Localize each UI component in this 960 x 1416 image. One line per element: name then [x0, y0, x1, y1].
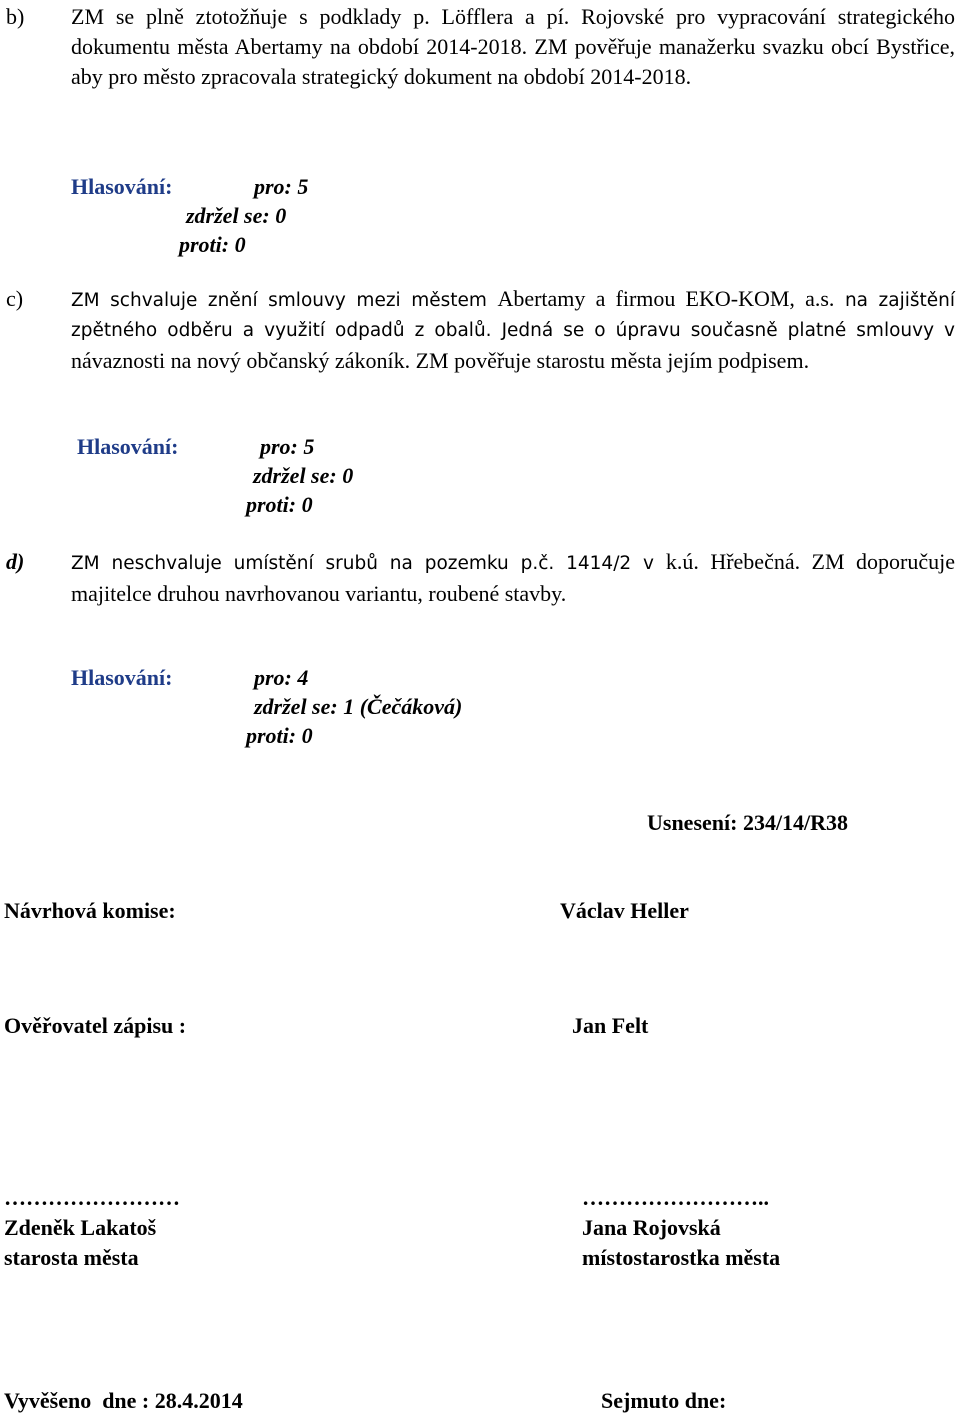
- vote-label: Hlasování:: [77, 434, 179, 459]
- signatory-role-right: místostarostka města: [582, 1245, 781, 1270]
- vote-c-pro: [260, 432, 314, 462]
- vote-label: Hlasování:: [71, 174, 173, 199]
- item-b-marker: b): [6, 4, 25, 29]
- signatory-name-right: Jana Rojovská: [582, 1215, 721, 1240]
- item-d-text-part: doporučuje majitelce druhou navrhovanou variantu, roubené stavby.: [71, 549, 955, 606]
- verifier-name: Jan Felt: [572, 1013, 649, 1038]
- vote-zdrzel: zdržel se: 1 (Čečáková): [254, 694, 463, 719]
- vote-b-label: [71, 172, 172, 202]
- removed-date: Sejmuto dne:: [601, 1388, 727, 1413]
- item-d-marker: d): [6, 549, 25, 574]
- resolution-number: Usnesení: 234/14/R38: [647, 810, 849, 835]
- vote-pro: pro: 5: [254, 174, 309, 199]
- vote-proti: proti: 0: [246, 723, 313, 748]
- vote-pro: pro: 4: [254, 665, 309, 690]
- vote-b-zdrzel: [186, 201, 286, 231]
- item-c-text-part: návaznosti na nový občanský zákoník. ZM pověřuje starostu města jejím podpisem.: [71, 348, 810, 373]
- vote-d-label: [71, 663, 172, 693]
- commission-name: Václav Heller: [560, 898, 689, 923]
- item-c-text-part: Abertamy a firmou EKO-KOM, a.s.: [497, 286, 835, 311]
- signatory-name-left: Zdeněk Lakatoš: [4, 1215, 157, 1240]
- vote-c-zdrzel: [253, 461, 353, 491]
- vote-label: Hlasování:: [71, 665, 173, 690]
- posted-date: Vyvěšeno dne : 28.4.2014: [4, 1388, 243, 1413]
- signatory-role-left: starosta města: [4, 1245, 139, 1270]
- item-d-text: [71, 547, 955, 611]
- vote-proti: proti: 0: [246, 492, 313, 517]
- item-b-text: ZM se plně ztotožňuje s podklady p. Löfflera a pí. Rojovské pro vypracování strategického dokumentu města Abertamy na období 2014-2018. ZM pověřuje manažerku svazku obcí Bystřice, aby pro město zpracovala strategický dokument na období 2014-2018.: [71, 4, 955, 89]
- vote-pro: pro: 5: [260, 434, 315, 459]
- vote-proti: proti: 0: [179, 232, 246, 257]
- vote-b-pro: [254, 172, 308, 202]
- commission-label: Návrhová komise:: [4, 898, 176, 923]
- item-d-text-part: k.ú. Hřebečná. ZM: [665, 549, 845, 574]
- item-c-text: [71, 284, 955, 378]
- item-c-marker: c): [6, 286, 24, 311]
- vote-zdrzel: zdržel se: 0: [186, 203, 287, 228]
- vote-d-zdrzel: [254, 692, 462, 722]
- signature-line-left: ……………………: [4, 1185, 180, 1210]
- vote-b-proti: [179, 230, 246, 260]
- item-c-text-part: na zajištění zpětného odběru a využití odpadů z obalů. Jedná se o úpravu současně platné smlouvy v: [71, 290, 956, 341]
- item-d-text-part: ZM neschvaluje umístění srubů na pozemku p.č. 1414/2 v: [71, 553, 654, 574]
- item-c-text-part: ZM schvaluje znění smlouvy mezi městem: [71, 290, 498, 311]
- vote-c-label: [77, 432, 178, 462]
- vote-zdrzel: zdržel se: 0: [253, 463, 354, 488]
- vote-d-proti: [246, 721, 313, 751]
- signature-line-right: ……………………..: [582, 1185, 769, 1210]
- verifier-label: Ověřovatel zápisu :: [4, 1013, 187, 1038]
- vote-c-proti: [246, 490, 313, 520]
- vote-d-pro: [254, 663, 308, 693]
